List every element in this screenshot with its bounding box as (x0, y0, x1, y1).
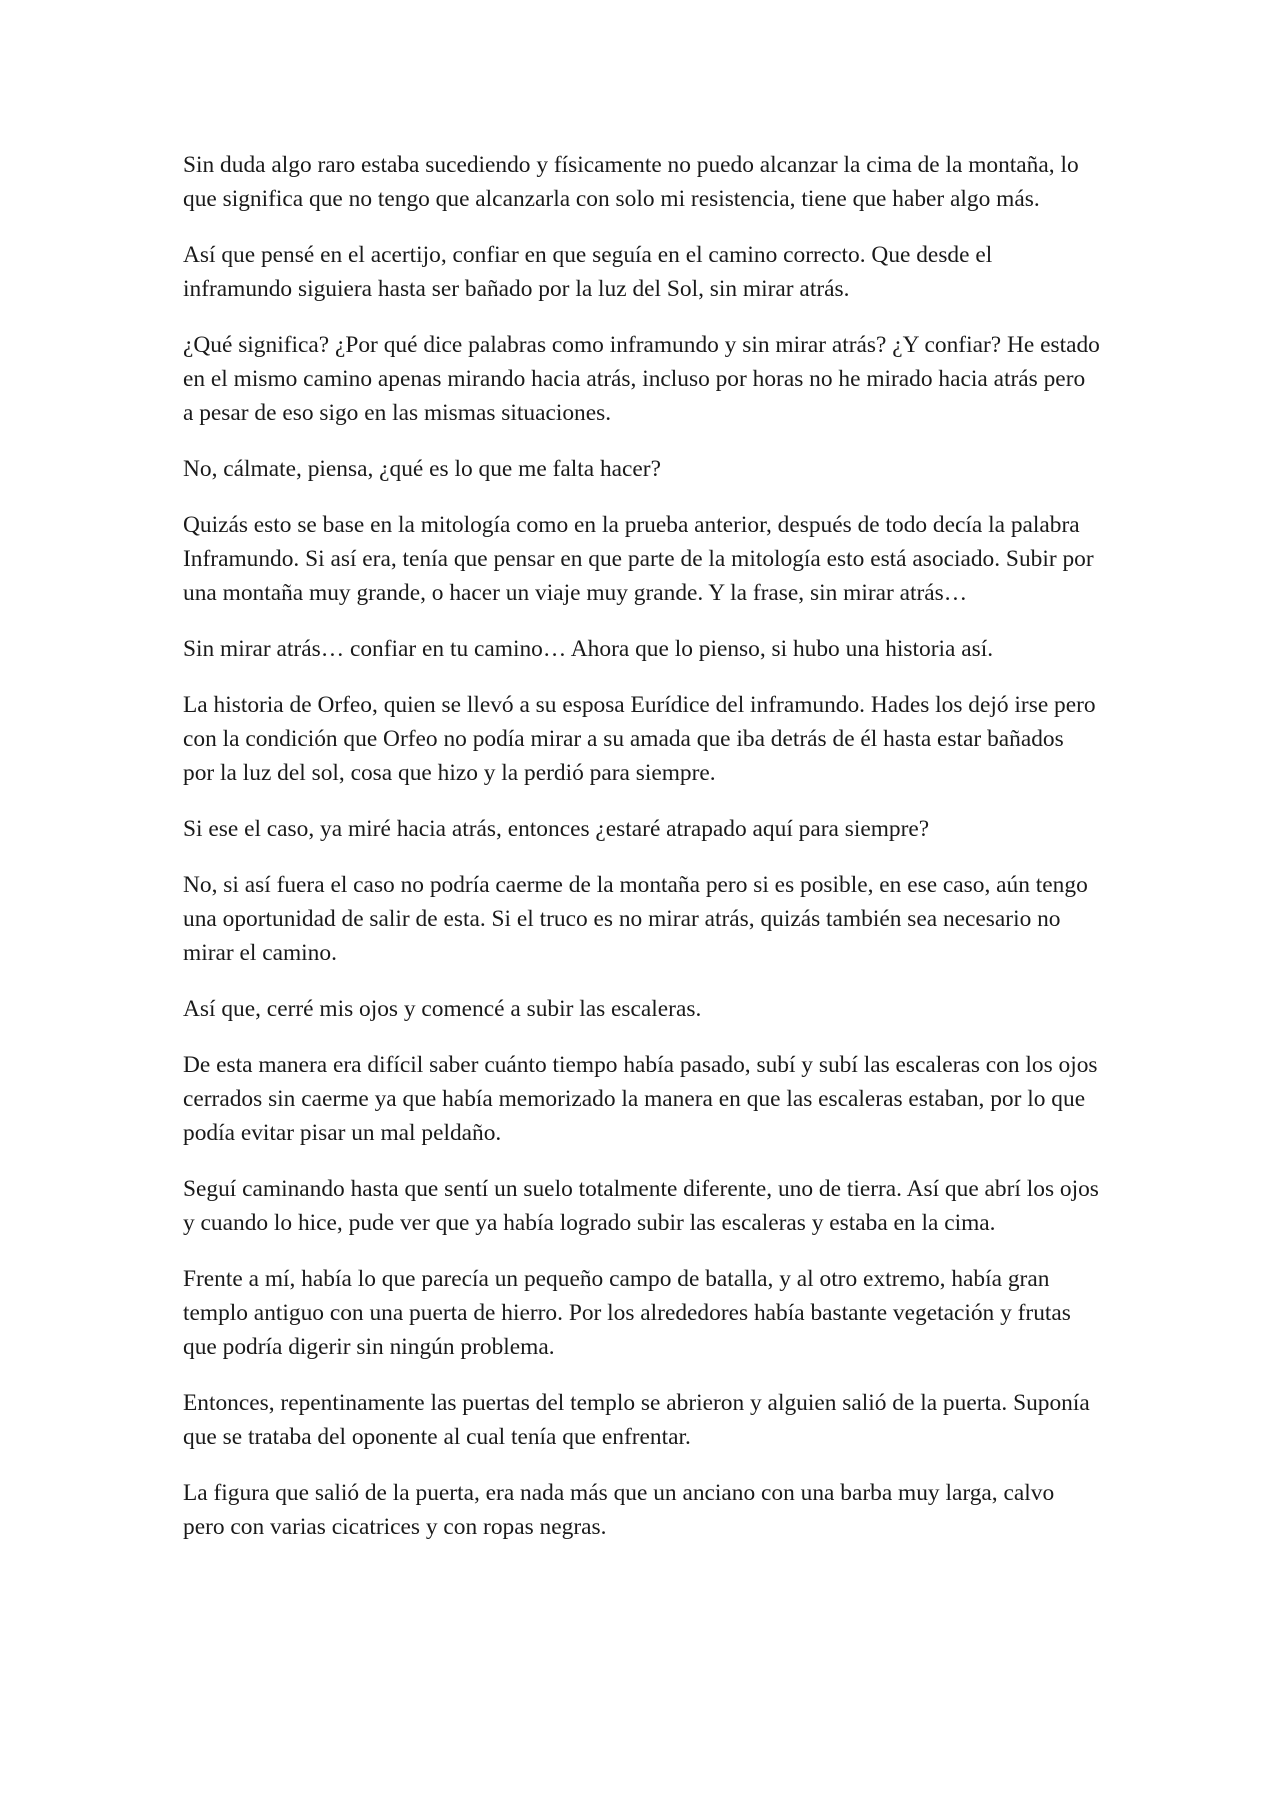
paragraph: Seguí caminando hasta que sentí un suelo totalmente diferente, uno de tierra. Así que abrí los ojos y cuando lo hice, pude ver que ya había logrado subir las escaleras y estaba en la cima. (183, 1176, 1099, 1236)
paragraph: No, si así fuera el caso no podría caerme de la montaña pero si es posible, en ese caso, aún tengo una oportunidad de salir de esta. Si el truco es no mirar atrás, quizás también sea necesario no mirar el camino. (183, 872, 1088, 966)
paragraph: Quizás esto se base en la mitología como en la prueba anterior, después de todo decía la palabra Inframundo. Si así era, tenía que pensar en que parte de la mitología esto está asociado. Subir por una montaña muy grande, o hacer un viaje muy grande. Y la frase, sin mirar atrás… (183, 512, 1094, 606)
paragraph: Si ese el caso, ya miré hacia atrás, entonces ¿estaré atrapado aquí para siempre? (183, 816, 930, 842)
paragraph: Sin duda algo raro estaba sucediendo y físicamente no puedo alcanzar la cima de la montaña, lo que significa que no tengo que alcanzarla con solo mi resistencia, tiene que haber algo más. (183, 152, 1079, 212)
paragraph: No, cálmate, piensa, ¿qué es lo que me falta hacer? (183, 456, 661, 482)
paragraph: Así que pensé en el acertijo, confiar en que seguía en el camino correcto. Que desde el inframundo siguiera hasta ser bañado por la luz del Sol, sin mirar atrás. (183, 242, 993, 302)
paragraph: La historia de Orfeo, quien se llevó a su esposa Eurídice del inframundo. Hades los dejó irse pero con la condición que Orfeo no podía mirar a su amada que iba detrás de él hasta estar bañados por la luz del sol, cosa que hizo y la perdió para siempre. (183, 692, 1096, 786)
paragraph: De esta manera era difícil saber cuánto tiempo había pasado, subí y subí las escaleras con los ojos cerrados sin caerme ya que había memorizado la manera en que las escaleras estaban, por lo que podía evitar pisar un mal peldaño. (183, 1052, 1098, 1146)
paragraph: La figura que salió de la puerta, era nada más que un anciano con una barba muy larga, calvo pero con varias cicatrices y con ropas negras. (183, 1480, 1055, 1540)
paragraph: Así que, cerré mis ojos y comencé a subir las escaleras. (183, 996, 702, 1022)
paragraph: Entonces, repentinamente las puertas del templo se abrieron y alguien salió de la puerta. Suponía que se trataba del oponente al cual tenía que enfrentar. (183, 1390, 1090, 1450)
document-body (183, 148, 1100, 1566)
paragraph: Frente a mí, había lo que parecía un pequeño campo de batalla, y al otro extremo, había gran templo antiguo con una puerta de hierro. Por los alrededores había bastante vegetación y frutas que podría digerir sin ningún problema. (183, 1266, 1071, 1360)
paragraph: Sin mirar atrás… confiar en tu camino… Ahora que lo pienso, si hubo una historia así. (183, 636, 994, 662)
paragraph: ¿Qué significa? ¿Por qué dice palabras como inframundo y sin mirar atrás? ¿Y confiar? He estado en el mismo camino apenas mirando hacia atrás, incluso por horas no he mirado hacia atrás pero a pesar de eso sigo en las mismas situaciones. (183, 332, 1100, 426)
